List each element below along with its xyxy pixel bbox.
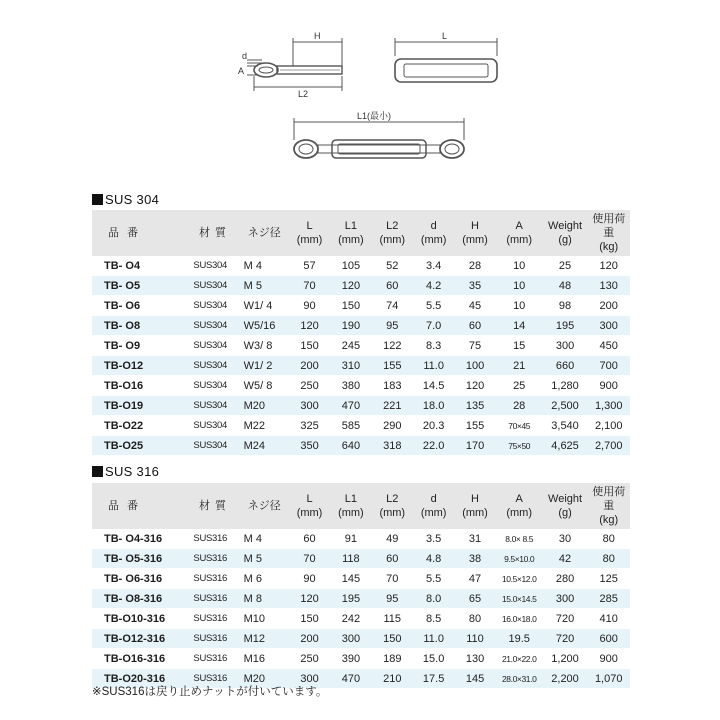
- cell-load: 80: [587, 549, 630, 569]
- cell-d: 11.0: [413, 629, 454, 649]
- cell-name: TB- O5: [92, 276, 190, 296]
- header-weight-unit: (g): [558, 234, 572, 246]
- cell-name: TB- O8: [92, 316, 190, 336]
- cell-l1: 195: [330, 589, 371, 609]
- cell-a: 10: [496, 256, 543, 276]
- cell-thread: M20: [240, 396, 289, 416]
- header-row: [92, 483, 630, 529]
- cell-thread: M22: [240, 416, 289, 436]
- header-d-unit: (mm): [420, 507, 447, 519]
- cell-thread: M12: [240, 629, 289, 649]
- cell-name: TB-O25: [92, 436, 190, 456]
- cell-l: 70: [289, 276, 330, 296]
- cell-h: 130: [454, 649, 495, 669]
- cell-material: SUS316: [190, 589, 239, 609]
- cell-h: 28: [454, 256, 495, 276]
- cell-l: 300: [289, 669, 330, 689]
- cell-h: 145: [454, 669, 495, 689]
- header-l1-label: L1: [344, 493, 358, 505]
- table-row: [92, 296, 630, 316]
- cell-l1: 190: [330, 316, 371, 336]
- cell-d: 5.5: [413, 569, 454, 589]
- header-thread: [240, 483, 289, 529]
- cell-name: TB-O16: [92, 376, 190, 396]
- header-a-unit: (mm): [506, 234, 533, 246]
- cell-l2: 49: [372, 529, 413, 549]
- header-l1-unit: (mm): [338, 507, 364, 519]
- cell-l2: 189: [372, 649, 413, 669]
- cell-h: 31: [454, 529, 495, 549]
- cell-a: 21.0×22.0: [496, 649, 543, 669]
- cell-l: 300: [289, 396, 330, 416]
- header-l2: [372, 483, 413, 529]
- header-thread-label: ネジ径: [247, 227, 281, 239]
- cell-material: SUS316: [190, 549, 239, 569]
- table-row: [92, 549, 630, 569]
- cell-h: 110: [454, 629, 495, 649]
- cell-a: 19.5: [496, 629, 543, 649]
- header-weight: [543, 483, 588, 529]
- header-l2: [372, 210, 413, 256]
- cell-load: 125: [587, 569, 630, 589]
- cell-l: 150: [289, 609, 330, 629]
- cell-l: 120: [289, 316, 330, 336]
- label-l: L: [442, 31, 448, 41]
- header-h: [454, 483, 495, 529]
- cell-a: 9.5×10.0: [496, 549, 543, 569]
- cell-thread: M20: [240, 669, 289, 689]
- cell-d: 3.4: [413, 256, 454, 276]
- header-load-label: 使用荷重: [592, 486, 626, 512]
- cell-l2: 155: [372, 356, 413, 376]
- header-material: [190, 210, 239, 256]
- cell-weight: 3,540: [543, 416, 588, 436]
- cell-name: TB- O6: [92, 296, 190, 316]
- cell-a: 28: [496, 396, 543, 416]
- cell-a: 28.0×31.0: [496, 669, 543, 689]
- cell-load: 80: [587, 529, 630, 549]
- table-row: [92, 336, 630, 356]
- cell-h: 170: [454, 436, 495, 456]
- cell-a: 10: [496, 276, 543, 296]
- cell-l1: 245: [330, 336, 371, 356]
- cell-d: 14.5: [413, 376, 454, 396]
- cell-material: SUS304: [190, 316, 239, 336]
- header-l: [289, 483, 330, 529]
- cell-l1: 640: [330, 436, 371, 456]
- header-h: [454, 210, 495, 256]
- cell-name: TB-O10-316: [92, 609, 190, 629]
- cell-l2: 318: [372, 436, 413, 456]
- cell-load: 2,700: [587, 436, 630, 456]
- cell-thread: M 6: [240, 569, 289, 589]
- cell-l1: 470: [330, 669, 371, 689]
- header-l-label: L: [306, 220, 313, 232]
- cell-l1: 118: [330, 549, 371, 569]
- cell-weight: 300: [543, 336, 588, 356]
- cell-load: 285: [587, 589, 630, 609]
- cell-l: 150: [289, 336, 330, 356]
- cell-weight: 48: [543, 276, 588, 296]
- cell-weight: 300: [543, 589, 588, 609]
- cell-h: 65: [454, 589, 495, 609]
- cell-l2: 95: [372, 316, 413, 336]
- header-row: [92, 210, 630, 256]
- cell-thread: W5/ 8: [240, 376, 289, 396]
- cell-l: 120: [289, 589, 330, 609]
- cell-load: 600: [587, 629, 630, 649]
- cell-weight: 1,200: [543, 649, 588, 669]
- cell-h: 155: [454, 416, 495, 436]
- header-a: [496, 210, 543, 256]
- header-material-label: 材質: [199, 227, 232, 239]
- cell-l1: 585: [330, 416, 371, 436]
- table-row: [92, 396, 630, 416]
- cell-weight: 280: [543, 569, 588, 589]
- cell-thread: W3/ 8: [240, 336, 289, 356]
- cell-h: 135: [454, 396, 495, 416]
- cell-thread: M 5: [240, 276, 289, 296]
- cell-load: 1,300: [587, 396, 630, 416]
- cell-load: 900: [587, 649, 630, 669]
- cell-weight: 30: [543, 529, 588, 549]
- cell-l2: 70: [372, 569, 413, 589]
- cell-material: SUS316: [190, 529, 239, 549]
- header-l-unit: (mm): [296, 507, 323, 519]
- cell-load: 200: [587, 296, 630, 316]
- header-l2-unit: (mm): [379, 507, 406, 519]
- cell-name: TB-O12-316: [92, 629, 190, 649]
- cell-name: TB- O6-316: [92, 569, 190, 589]
- header-l-unit: (mm): [296, 234, 323, 246]
- cell-l2: 60: [372, 549, 413, 569]
- cell-l: 60: [289, 529, 330, 549]
- cell-load: 1,070: [587, 669, 630, 689]
- table-row: [92, 609, 630, 629]
- cell-l: 70: [289, 549, 330, 569]
- cell-l2: 115: [372, 609, 413, 629]
- cell-material: SUS304: [190, 276, 239, 296]
- table-row: [92, 356, 630, 376]
- cell-load: 2,100: [587, 416, 630, 436]
- cell-l1: 105: [330, 256, 371, 276]
- header-a: [496, 483, 543, 529]
- cell-h: 60: [454, 316, 495, 336]
- cell-d: 4.2: [413, 276, 454, 296]
- cell-load: 120: [587, 256, 630, 276]
- header-h-unit: (mm): [462, 234, 488, 246]
- cell-l1: 470: [330, 396, 371, 416]
- cell-a: 15: [496, 336, 543, 356]
- cell-weight: 1,280: [543, 376, 588, 396]
- cell-l1: 310: [330, 356, 371, 376]
- cell-thread: W1/ 4: [240, 296, 289, 316]
- cell-l2: 150: [372, 629, 413, 649]
- cell-l2: 122: [372, 336, 413, 356]
- header-name: [92, 483, 190, 529]
- cell-d: 3.5: [413, 529, 454, 549]
- cell-name: TB-O20-316: [92, 669, 190, 689]
- table-row: [92, 569, 630, 589]
- header-l: [289, 210, 330, 256]
- cell-a: 15.0×14.5: [496, 589, 543, 609]
- turnbuckle-body-drawing: [395, 38, 497, 82]
- header-l1-label: L1: [344, 220, 358, 232]
- cell-d: 18.0: [413, 396, 454, 416]
- cell-thread: M10: [240, 609, 289, 629]
- label-d: d: [242, 51, 248, 61]
- cell-material: SUS304: [190, 296, 239, 316]
- header-name-label: 品番: [108, 227, 146, 239]
- cell-weight: 98: [543, 296, 588, 316]
- header-h-unit: (mm): [462, 507, 488, 519]
- cell-l1: 150: [330, 296, 371, 316]
- spec-table-sus304: [92, 210, 630, 456]
- cell-material: SUS304: [190, 336, 239, 356]
- cell-l: 90: [289, 569, 330, 589]
- cell-h: 80: [454, 609, 495, 629]
- header-l1-unit: (mm): [338, 234, 364, 246]
- header-weight-label: Weight: [548, 493, 583, 505]
- header-a-label: A: [515, 493, 523, 505]
- cell-thread: M 4: [240, 529, 289, 549]
- cell-load: 900: [587, 376, 630, 396]
- cell-material: SUS304: [190, 416, 239, 436]
- table-row: [92, 589, 630, 609]
- section-title-sus304: SUS 304: [92, 192, 159, 207]
- cell-material: SUS316: [190, 629, 239, 649]
- cell-l1: 390: [330, 649, 371, 669]
- cell-l2: 210: [372, 669, 413, 689]
- label-h: H: [314, 31, 321, 41]
- cell-material: SUS304: [190, 356, 239, 376]
- header-h-label: H: [471, 220, 479, 232]
- cell-name: TB- O4: [92, 256, 190, 276]
- cell-l1: 300: [330, 629, 371, 649]
- cell-thread: M 8: [240, 589, 289, 609]
- header-l2-label: L2: [386, 493, 399, 505]
- cell-name: TB- O8-316: [92, 589, 190, 609]
- table-row: [92, 649, 630, 669]
- cell-l2: 183: [372, 376, 413, 396]
- table-row: [92, 376, 630, 396]
- cell-d: 17.5: [413, 669, 454, 689]
- header-l2-unit: (mm): [379, 234, 406, 246]
- label-l2: L2: [298, 89, 309, 99]
- cell-load: 700: [587, 356, 630, 376]
- cell-weight: 25: [543, 256, 588, 276]
- cell-a: 21: [496, 356, 543, 376]
- cell-name: TB- O5-316: [92, 549, 190, 569]
- label-l1: L1(最小): [357, 111, 392, 121]
- header-a-unit: (mm): [506, 507, 533, 519]
- table-row: [92, 256, 630, 276]
- cell-l1: 380: [330, 376, 371, 396]
- header-load-unit: (kg): [599, 241, 619, 253]
- cell-material: SUS304: [190, 396, 239, 416]
- cell-h: 45: [454, 296, 495, 316]
- cell-d: 4.8: [413, 549, 454, 569]
- header-h-label: H: [471, 493, 479, 505]
- footnote: ※SUS316は戻り止めナットが付いています。: [92, 686, 328, 698]
- cell-a: 75×50: [496, 436, 543, 456]
- header-d-label: d: [430, 220, 437, 232]
- eye-bolt-drawing: [247, 38, 342, 91]
- turnbuckle-assembly-drawing: [294, 118, 464, 158]
- header-a-label: A: [515, 220, 523, 232]
- cell-d: 15.0: [413, 649, 454, 669]
- cell-l2: 52: [372, 256, 413, 276]
- cell-thread: M16: [240, 649, 289, 669]
- cell-name: TB- O9: [92, 336, 190, 356]
- table-row: [92, 276, 630, 296]
- square-bullet-icon: [92, 194, 103, 205]
- cell-a: 25: [496, 376, 543, 396]
- cell-a: 8.0× 8.5: [496, 529, 543, 549]
- cell-weight: 660: [543, 356, 588, 376]
- cell-weight: 42: [543, 549, 588, 569]
- cell-thread: M 4: [240, 256, 289, 276]
- cell-l1: 120: [330, 276, 371, 296]
- cell-material: SUS316: [190, 649, 239, 669]
- header-d: [413, 210, 454, 256]
- table-row: [92, 316, 630, 336]
- header-l-label: L: [306, 493, 313, 505]
- cell-l: 90: [289, 296, 330, 316]
- cell-l1: 145: [330, 569, 371, 589]
- cell-material: SUS316: [190, 669, 239, 689]
- header-thread-label: ネジ径: [247, 500, 281, 512]
- label-a: A: [238, 66, 245, 76]
- header-d-unit: (mm): [420, 234, 447, 246]
- cell-l: 250: [289, 649, 330, 669]
- square-bullet-icon: [92, 466, 103, 477]
- header-d: [413, 483, 454, 529]
- cell-material: SUS316: [190, 569, 239, 589]
- header-l2-label: L2: [386, 220, 399, 232]
- cell-l2: 60: [372, 276, 413, 296]
- cell-h: 47: [454, 569, 495, 589]
- cell-weight: 720: [543, 629, 588, 649]
- cell-thread: M24: [240, 436, 289, 456]
- cell-d: 5.5: [413, 296, 454, 316]
- cell-material: SUS316: [190, 609, 239, 629]
- header-load-label: 使用荷重: [592, 213, 626, 239]
- header-l1: [330, 210, 371, 256]
- cell-weight: 2,200: [543, 669, 588, 689]
- cell-d: 8.0: [413, 589, 454, 609]
- header-thread: [240, 210, 289, 256]
- cell-h: 35: [454, 276, 495, 296]
- cell-l: 200: [289, 356, 330, 376]
- cell-l: 250: [289, 376, 330, 396]
- cell-material: SUS304: [190, 256, 239, 276]
- cell-weight: 720: [543, 609, 588, 629]
- cell-a: 14: [496, 316, 543, 336]
- cell-l: 200: [289, 629, 330, 649]
- table-row: [92, 629, 630, 649]
- cell-name: TB-O19: [92, 396, 190, 416]
- header-material: [190, 483, 239, 529]
- spec-table-sus316: [92, 483, 630, 689]
- cell-d: 20.3: [413, 416, 454, 436]
- cell-l1: 242: [330, 609, 371, 629]
- cell-name: TB-O16-316: [92, 649, 190, 669]
- cell-l2: 290: [372, 416, 413, 436]
- cell-name: TB-O22: [92, 416, 190, 436]
- cell-l2: 74: [372, 296, 413, 316]
- cell-thread: M 5: [240, 549, 289, 569]
- header-weight-unit: (g): [558, 507, 572, 519]
- cell-load: 450: [587, 336, 630, 356]
- cell-h: 75: [454, 336, 495, 356]
- header-name: [92, 210, 190, 256]
- table-row: [92, 436, 630, 456]
- cell-d: 8.5: [413, 609, 454, 629]
- header-load-unit: (kg): [599, 514, 619, 526]
- cell-load: 300: [587, 316, 630, 336]
- cell-a: 70×45: [496, 416, 543, 436]
- cell-a: 10: [496, 296, 543, 316]
- header-name-label: 品番: [108, 500, 146, 512]
- cell-thread: W1/ 2: [240, 356, 289, 376]
- cell-load: 130: [587, 276, 630, 296]
- cell-weight: 2,500: [543, 396, 588, 416]
- cell-material: SUS304: [190, 436, 239, 456]
- cell-h: 38: [454, 549, 495, 569]
- cell-d: 11.0: [413, 356, 454, 376]
- cell-weight: 4,625: [543, 436, 588, 456]
- table-row: [92, 416, 630, 436]
- cell-l2: 95: [372, 589, 413, 609]
- cell-a: 16.0×18.0: [496, 609, 543, 629]
- cell-h: 120: [454, 376, 495, 396]
- cell-d: 22.0: [413, 436, 454, 456]
- cell-l2: 221: [372, 396, 413, 416]
- cell-load: 410: [587, 609, 630, 629]
- header-material-label: 材質: [199, 500, 232, 512]
- section-title-sus316: SUS 316: [92, 464, 159, 479]
- cell-a: 10.5×12.0: [496, 569, 543, 589]
- header-weight: [543, 210, 588, 256]
- cell-material: SUS304: [190, 376, 239, 396]
- dimension-diagram: [0, 0, 720, 180]
- cell-name: TB-O12: [92, 356, 190, 376]
- header-l1: [330, 483, 371, 529]
- header-load: [587, 210, 630, 256]
- cell-thread: W5/16: [240, 316, 289, 336]
- cell-h: 100: [454, 356, 495, 376]
- cell-d: 8.3: [413, 336, 454, 356]
- header-load: [587, 483, 630, 529]
- table-row: [92, 529, 630, 549]
- header-d-label: d: [430, 493, 437, 505]
- cell-l: 325: [289, 416, 330, 436]
- cell-d: 7.0: [413, 316, 454, 336]
- cell-l: 350: [289, 436, 330, 456]
- cell-name: TB- O4-316: [92, 529, 190, 549]
- cell-l: 57: [289, 256, 330, 276]
- cell-weight: 195: [543, 316, 588, 336]
- header-weight-label: Weight: [548, 220, 583, 232]
- cell-l1: 91: [330, 529, 371, 549]
